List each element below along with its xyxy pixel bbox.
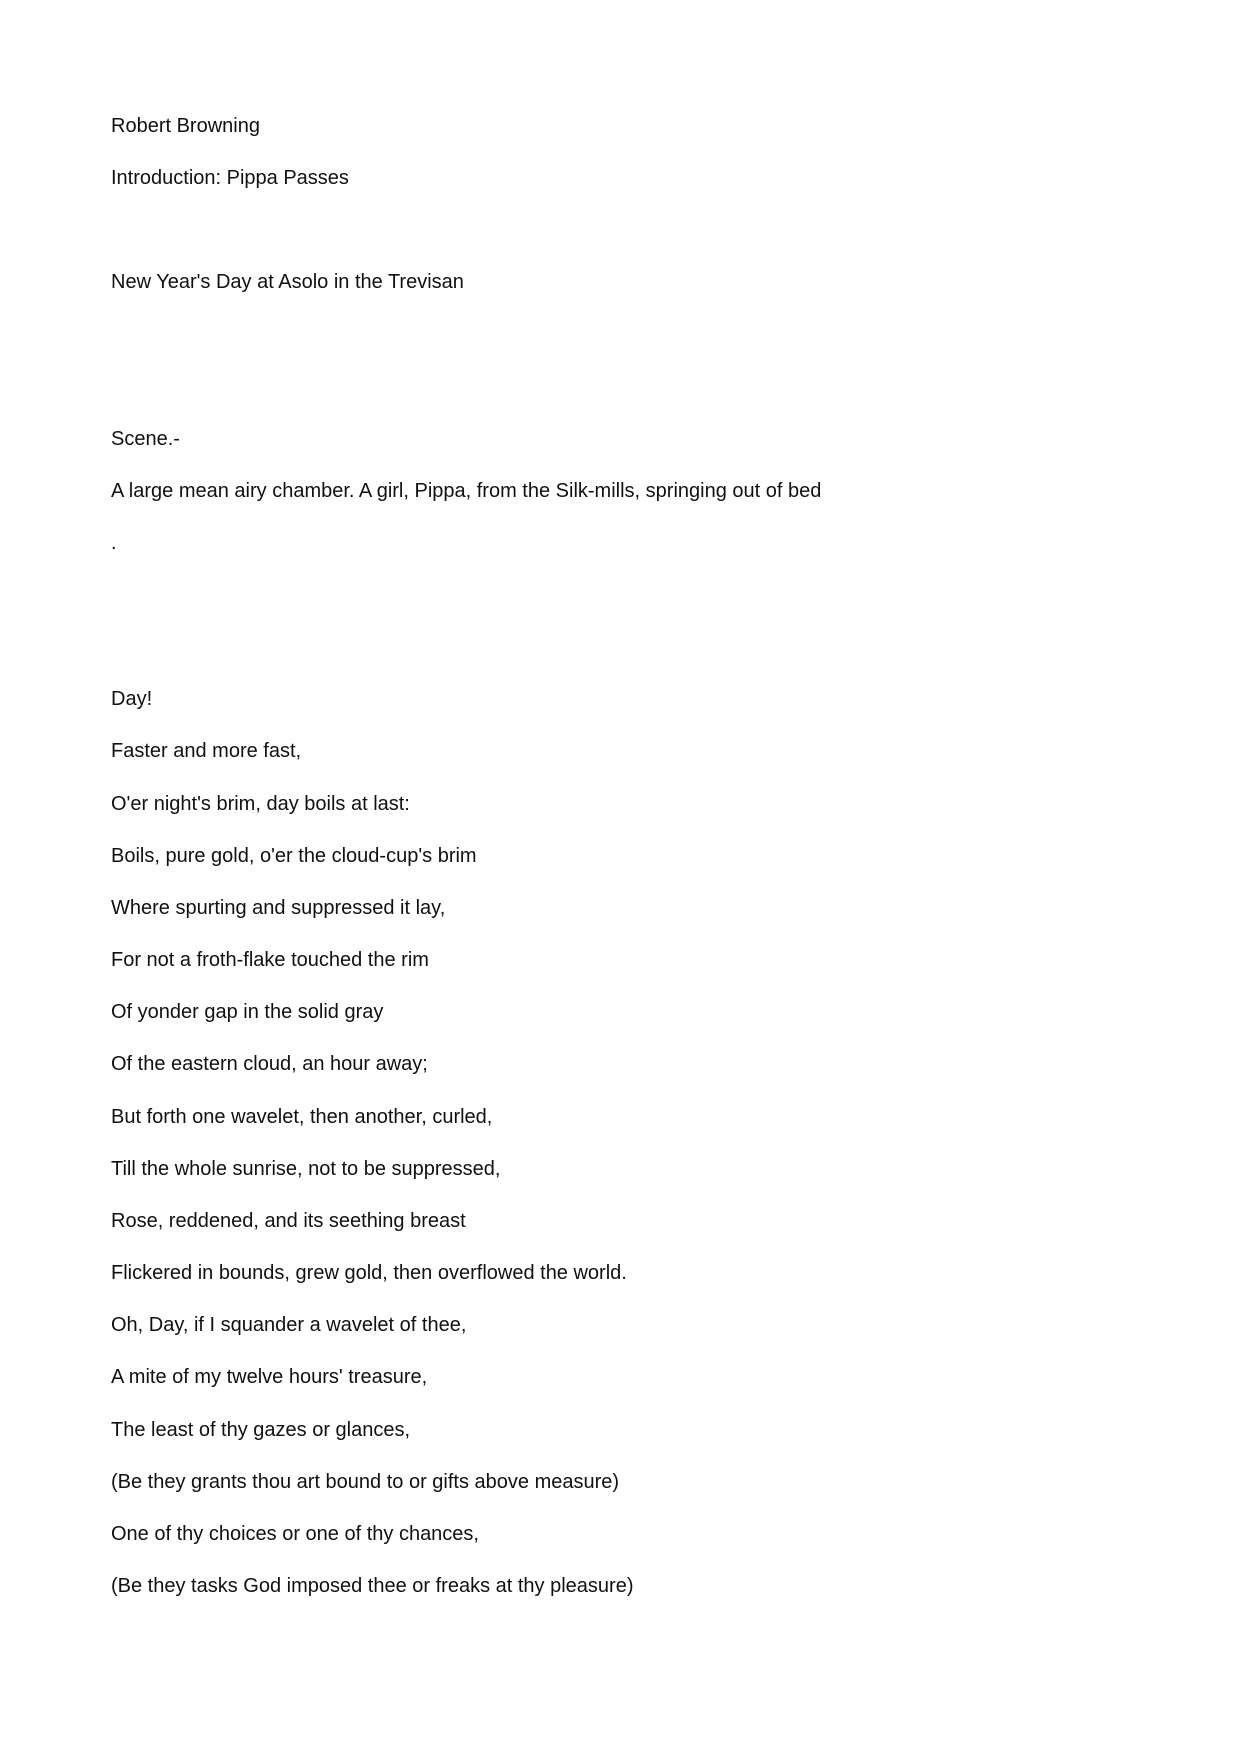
poem-line: The least of thy gazes or glances, bbox=[111, 1419, 411, 1441]
poem-line: Of the eastern cloud, an hour away; bbox=[111, 1053, 428, 1075]
poem-line: (Be they grants thou art bound to or gifts above measure) bbox=[111, 1471, 620, 1493]
poem-line: Boils, pure gold, o'er the cloud-cup's brim bbox=[111, 845, 477, 867]
poem-line: O'er night's brim, day boils at last: bbox=[111, 793, 410, 815]
poem-line: Rose, reddened, and its seething breast bbox=[111, 1210, 466, 1232]
poem-line: (Be they tasks God imposed thee or freaks at thy pleasure) bbox=[111, 1575, 634, 1597]
poem-line: For not a froth-flake touched the rim bbox=[111, 949, 429, 971]
author-name: Robert Browning bbox=[111, 115, 260, 137]
poem-line: Till the whole sunrise, not to be suppressed, bbox=[111, 1158, 501, 1180]
poem-line: A mite of my twelve hours' treasure, bbox=[111, 1366, 428, 1388]
scene-description: A large mean airy chamber. A girl, Pippa, from the Silk-mills, springing out of bed bbox=[111, 480, 822, 502]
document-title: Introduction: Pippa Passes bbox=[111, 167, 349, 189]
poem-line: But forth one wavelet, then another, curled, bbox=[111, 1106, 493, 1128]
poem-line: Oh, Day, if I squander a wavelet of thee, bbox=[111, 1314, 467, 1336]
poem-line: Day! bbox=[111, 688, 153, 710]
setting-line: New Year's Day at Asolo in the Trevisan bbox=[111, 271, 464, 293]
scene-period: . bbox=[111, 532, 117, 554]
scene-label: Scene.- bbox=[111, 428, 180, 450]
poem-line: Where spurting and suppressed it lay, bbox=[111, 897, 446, 919]
poem-line: Of yonder gap in the solid gray bbox=[111, 1001, 384, 1023]
poem-line: Flickered in bounds, grew gold, then overflowed the world. bbox=[111, 1262, 627, 1284]
poem-line: One of thy choices or one of thy chances, bbox=[111, 1523, 479, 1545]
poem-line: Faster and more fast, bbox=[111, 740, 302, 762]
